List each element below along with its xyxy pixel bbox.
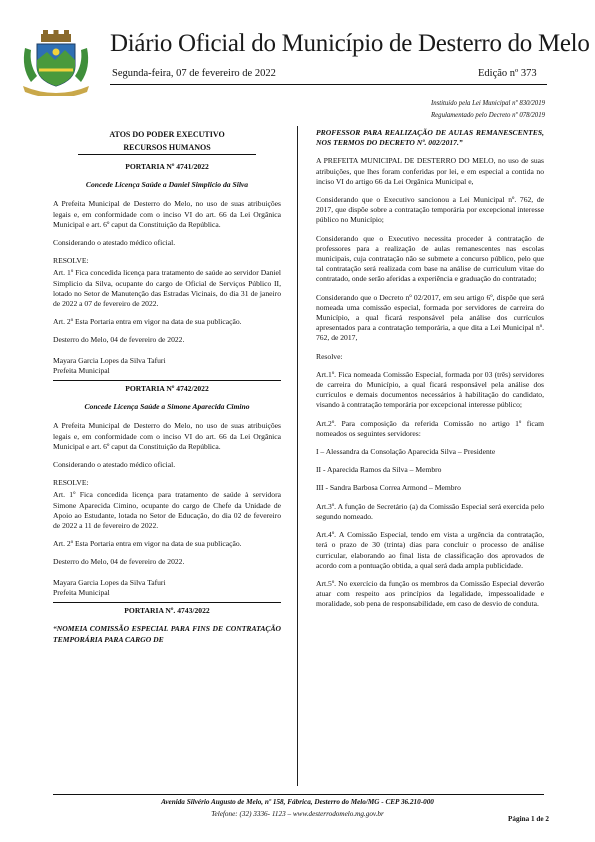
portaria-4743-title: PORTARIA Nº. 4743/2022 [53,602,281,616]
newspaper-title: Diário Oficial do Município de Desterro do Melo [110,30,590,57]
portaria-4741-considering: Considerando o atestado médico oficial. [53,238,176,248]
portaria-4741-summary: Concede Licença Saúde a Daniel Simplicio da Silva [85,180,249,190]
portaria-4741-art1: Art. 1º Fica concedida licença para tratamento de saúde ao servidor Daniel Simplicio da Silva, ocupante do cargo de Oficial de Serviços Público II, lotado no Setor de Manutenção das Estradas Vicinais, do dia 31 de janeiro de 2022 a 07 de fevereiro de 2022. [53,268,281,309]
header-divider [110,84,547,85]
footer-contact: Telefone: (32) 3336- 1123 – www.desterrodomelo.mg.gov.br [211,810,384,818]
section-title: ATOS DO PODER EXECUTIVO [109,130,225,139]
portaria-4742-preamble: A Prefeita Municipal de Desterro do Melo, no uso de suas atribuições legais e, em conformidade com o inciso VI do art. 66 da Lei Orgânica Municipal e art. 6º caput da Constituição da República. [53,421,281,451]
portaria-4743-summary-end: PROFESSOR PARA REALIZAÇÃO DE AULAS REMANESCENTES, NOS TERMOS DO DECRETO Nº. 002/2017.” [316,128,544,148]
portaria-4743-art4: Art.4º. A Comissão Especial, tendo em vista a urgência da contratação, terá o prazo de 30 (trinta) dias para concluir o processo de análise curricular, elaborando ao final lista de classificação dos aprovados de acordo com a pontuação obtida, a qual será dada ampla publicidade. [316,530,544,570]
institution-note [431,98,545,122]
portaria-4742-place-date: Desterro do Melo, 04 de fevereiro de 2022. [53,557,185,567]
left-column [53,128,281,653]
signature-name: Mayara Garcia Lopes da Silva Tafuri [53,355,166,365]
portaria-4743-art1: Art.1º. Fica nomeada Comissão Especial, formada por 03 (três) servidores de carreira do Município, a qual ficará responsável pela análise dos currículos e demais documentos necessários à habilitação do candidato, visando à contratação temporária por excepcional interesse público; [316,369,544,410]
portaria-4742-art2: Art. 2º Esta Portaria entra em vigor na data de sua publicação. [53,539,242,549]
portaria-4741-art2: Art. 2º Esta Portaria entra em vigor na data de sua publicação. [53,317,242,327]
portaria-4743-resolve: Resolve: [316,351,343,361]
portaria-4742-signature [53,578,281,598]
right-column [316,128,544,618]
municipal-coat-of-arms-logo [17,30,95,96]
signature-role: Prefeita Municipal [53,587,110,597]
portaria-4743-art5: Art.5º. No exercício da função os membros da Comissão Especial deverão atuar com respeito aos princípios da legalidade, impessoalidade e moralidade, sob pena de responsabilidade, em caso de desvio de conduta. [316,578,544,609]
publication-date: Segunda-feira, 07 de fevereiro de 2022 [112,68,276,79]
portaria-4743-summary-start: “NOMEIA COMISSÃO ESPECIAL PARA FINS DE CONTRATAÇÃO TEMPORÁRIA PARA CARGO DE [53,624,281,644]
portaria-4742-summary: Concede Licença Saúde a Simone Aparecida Cimino [84,402,250,412]
signature-name: Mayara Garcia Lopes da Silva Tafuri [53,577,166,587]
institution-decree: Regulamentado pelo Decreto nº 078/2019 [431,112,545,119]
edition-number: Edição nº 373 [478,68,537,79]
portaria-4742-resolve: RESOLVE: [53,478,89,488]
portaria-4743-considering-need: Considerando que o Executivo necessita proceder à contratação de professores para a realização de aulas remanescentes nas escolas municipais, cuja contratação não se submete a concurso público, pelo que tal contratação será realizada com base na análise de curriculum vitae do contratado, onde serão aferidas a experiência e graduação do contratado; [316,233,544,284]
portaria-4741-signature [53,356,281,376]
section-divider [78,154,256,155]
portaria-4743-art2: Art.2º. Para composição da referida Comissão no artigo 1º ficam nomeados os seguintes servidores: [316,418,544,438]
footer-address: Avenida Silvério Augusto de Melo, nº 158, Fábrica, Desterro do Melo/MG - CEP 36.210-000 [161,798,434,806]
commission-member-2: II - Aparecida Ramos da Silva – Membro [316,465,442,475]
portaria-4741-title: PORTARIA Nº 4741/2022 [125,162,209,171]
signature-role: Prefeita Municipal [53,365,110,375]
commission-member-1: I – Alessandra da Consolação Aparecida Silva – Presidente [316,447,496,457]
page-number: Página 1 de 2 [508,815,549,823]
portaria-4743-considering-law: Considerando que o Executivo sancionou a Lei Municipal nº. 762, de 2017, que dispõe sobre a contratação temporária por excepcional interesse público no Município; [316,195,544,225]
column-divider [297,126,298,786]
portaria-4742-title: PORTARIA Nº 4742/2022 [53,380,281,394]
commission-member-3: III - Sandra Barbosa Correa Armond – Membro [316,483,461,493]
portaria-4743-art3: Art.3º. A função de Secretário (a) da Comissão Especial será exercida pelo segundo nomeado. [316,501,544,521]
portaria-4743-considering-decree: Considerando que o Decreto nº 02/2017, em seu artigo 6º, dispõe que será nomeada uma comissão especial, formada por servidores de carreira do Município, a qual ficará responsável pela análise dos currículos apresentados para a contratação temporária, a que dita a Lei Municipal nº. 762, de 2017, [316,292,544,343]
portaria-4741-preamble: A Prefeita Municipal de Desterro do Melo, no uso de suas atribuições legais e, em conformidade com o inciso VI do art. 66 da Lei Orgânica Municipal e art. 6º caput da Constituição da República. [53,199,281,229]
footer-divider [53,794,544,795]
portaria-4743-preamble: A PREFEITA MUNICIPAL DE DESTERRO DO MELO, no uso de suas atribuições, que lhes foram conferidas por lei, e em especial a contida no inciso VI do artigo 66 da Lei Orgânica Municipal e, [316,156,544,186]
portaria-4742-considering: Considerando o atestado médico oficial. [53,460,176,470]
section-subtitle: RECURSOS HUMANOS [123,143,211,152]
portaria-4742-art1: Art. 1º Fica concedida licença para tratamento de saúde à servidora Simone Aparecida Cimino, ocupante do cargo de Chefe da Unidade de Apoio ao Estudante, lotada no Setor de Educação, do dia 02 de fevereiro de 2022 a 11 de fevereiro de 2022. [53,490,281,531]
institution-law: Instituído pela Lei Municipal nº 830/2019 [430,100,545,107]
portaria-4741-place-date: Desterro do Melo, 04 de fevereiro de 2022. [53,335,185,345]
portaria-4741-resolve: RESOLVE: [53,256,89,266]
